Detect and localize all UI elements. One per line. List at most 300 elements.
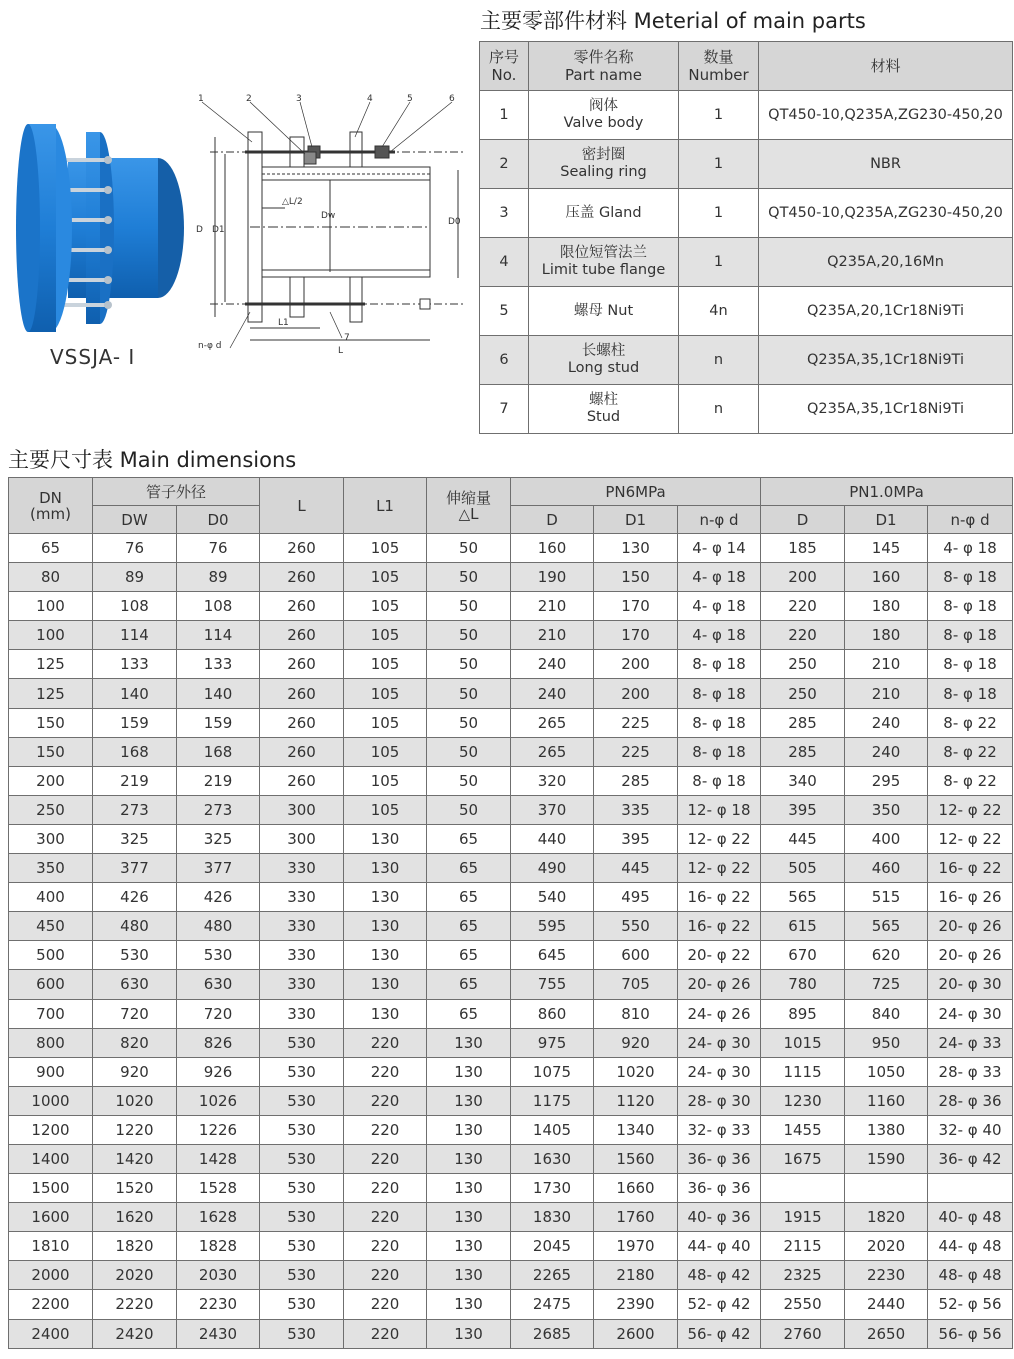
- dims-cell-stroke: 130: [427, 1174, 511, 1203]
- dims-header-pn6-D1: D1: [594, 506, 678, 534]
- dims-cell-pn10-D1: 840: [845, 999, 928, 1028]
- dims-cell-dn: 900: [9, 1057, 93, 1086]
- dims-cell-L1: 130: [344, 941, 427, 970]
- dims-header-L1: L1: [344, 478, 427, 534]
- dims-cell-pn10-D: 445: [761, 824, 845, 853]
- parts-row: [480, 385, 1013, 434]
- parts-row: [480, 336, 1013, 385]
- dims-cell-stroke: 50: [427, 708, 511, 737]
- dims-cell-L1: 105: [344, 708, 427, 737]
- dims-cell-dw: 140: [93, 679, 177, 708]
- dims-cell-L: 260: [260, 679, 344, 708]
- dims-cell-pn6-D1: 225: [594, 708, 678, 737]
- dims-row: [9, 1086, 1013, 1115]
- dims-cell-stroke: 130: [427, 1086, 511, 1115]
- part-name: 压盖 Gland: [529, 189, 679, 238]
- dims-cell-dw: 114: [93, 621, 177, 650]
- dims-cell-pn6-nd: 36- φ 36: [678, 1174, 761, 1203]
- dims-cell-L: 260: [260, 650, 344, 679]
- dims-cell-pn10-nd: 8- φ 18: [928, 621, 1013, 650]
- dims-cell-pn6-nd: 20- φ 26: [678, 970, 761, 999]
- dims-cell-d0: 426: [177, 883, 260, 912]
- dims-cell-pn6-D1: 600: [594, 941, 678, 970]
- dims-cell-stroke: 130: [427, 1028, 511, 1057]
- dims-header-stroke: 伸缩量 △L: [427, 478, 511, 534]
- dims-cell-pn10-D1: 210: [845, 679, 928, 708]
- callout-3: 3: [296, 94, 302, 104]
- dims-cell-pn10-D1: 725: [845, 970, 928, 999]
- dims-cell-stroke: 50: [427, 795, 511, 824]
- part-qty: n: [679, 336, 759, 385]
- dims-cell-dn: 700: [9, 999, 93, 1028]
- dims-cell-dw: 219: [93, 766, 177, 795]
- dims-cell-pn6-D: 1630: [511, 1144, 594, 1173]
- dims-cell-pn6-D1: 130: [594, 534, 678, 563]
- dims-cell-pn10-nd: 12- φ 22: [928, 795, 1013, 824]
- dims-cell-pn6-D: 975: [511, 1028, 594, 1057]
- dims-cell-pn6-nd: 52- φ 42: [678, 1290, 761, 1319]
- dims-cell-pn10-D1: 180: [845, 621, 928, 650]
- dims-cell-pn6-nd: 8- φ 18: [678, 708, 761, 737]
- dims-cell-pn10-D: 1675: [761, 1144, 845, 1173]
- dims-cell-pn6-D1: 705: [594, 970, 678, 999]
- dims-cell-dn: 65: [9, 534, 93, 563]
- dims-header-pn6-nd: n-φ d: [678, 506, 761, 534]
- dims-cell-L: 330: [260, 854, 344, 883]
- product-model-label: VSSJA- Ⅰ: [50, 345, 136, 369]
- dims-cell-d0: 1828: [177, 1232, 260, 1261]
- dims-row: [9, 1174, 1013, 1203]
- dim-L1-label: L1: [278, 318, 289, 328]
- dims-cell-pn6-nd: 4- φ 18: [678, 621, 761, 650]
- dims-cell-stroke: 50: [427, 621, 511, 650]
- dims-cell-pn10-D: 220: [761, 621, 845, 650]
- dims-cell-pn10-D: 285: [761, 737, 845, 766]
- part-material: Q235A,35,1Cr18Ni9Ti: [759, 336, 1013, 385]
- dims-cell-L: 530: [260, 1115, 344, 1144]
- dims-cell-L1: 105: [344, 534, 427, 563]
- parts-table: [479, 41, 1013, 434]
- dims-row: [9, 970, 1013, 999]
- dims-cell-pn10-D1: 145: [845, 534, 928, 563]
- dims-cell-L1: 220: [344, 1290, 427, 1319]
- dims-cell-pn10-D: 395: [761, 795, 845, 824]
- part-material: QT450-10,Q235A,ZG230-450,20: [759, 91, 1013, 140]
- dims-row: [9, 854, 1013, 883]
- dims-cell-pn6-nd: 32- φ 33: [678, 1115, 761, 1144]
- parts-header-row: [480, 42, 1013, 91]
- dims-cell-pn6-D: 1175: [511, 1086, 594, 1115]
- part-no: 7: [480, 385, 529, 434]
- dims-cell-stroke: 130: [427, 1115, 511, 1144]
- dims-cell-L: 530: [260, 1203, 344, 1232]
- dims-cell-pn6-nd: 40- φ 36: [678, 1203, 761, 1232]
- dims-cell-dw: 426: [93, 883, 177, 912]
- callout-4: 4: [367, 94, 373, 104]
- dims-cell-dw: 2420: [93, 1319, 177, 1348]
- dims-cell-pn10-nd: 24- φ 30: [928, 999, 1013, 1028]
- product-photo: [8, 120, 186, 335]
- dims-header-pipe-od: 管子外径: [93, 478, 260, 506]
- dims-cell-L: 260: [260, 621, 344, 650]
- dims-cell-pn6-D1: 2390: [594, 1290, 678, 1319]
- dims-cell-dw: 168: [93, 737, 177, 766]
- dims-cell-L1: 220: [344, 1144, 427, 1173]
- part-material: Q235A,35,1Cr18Ni9Ti: [759, 385, 1013, 434]
- dims-header-pn10: PN1.0MPa: [761, 478, 1013, 506]
- dims-cell-pn6-D: 860: [511, 999, 594, 1028]
- dims-cell-L1: 220: [344, 1232, 427, 1261]
- dims-cell-L1: 105: [344, 592, 427, 621]
- dims-cell-stroke: 50: [427, 766, 511, 795]
- dims-cell-dw: 1420: [93, 1144, 177, 1173]
- parts-row: [480, 140, 1013, 189]
- dims-cell-pn6-nd: 24- φ 30: [678, 1057, 761, 1086]
- dims-cell-stroke: 65: [427, 854, 511, 883]
- dims-cell-dw: 1020: [93, 1086, 177, 1115]
- dims-cell-pn6-D1: 200: [594, 650, 678, 679]
- callout-1: 1: [198, 94, 204, 104]
- dim-L-label: L: [338, 346, 344, 356]
- dims-cell-stroke: 50: [427, 592, 511, 621]
- dims-cell-L: 330: [260, 970, 344, 999]
- dims-section-title: 主要尺寸表 Main dimensions: [8, 448, 297, 472]
- dims-cell-stroke: 130: [427, 1203, 511, 1232]
- dims-cell-L1: 105: [344, 737, 427, 766]
- dim-nd-label: n-φ d: [198, 341, 222, 351]
- part-name: 螺柱 Stud: [529, 385, 679, 434]
- dims-cell-L: 330: [260, 999, 344, 1028]
- part-name: 限位短管法兰 Limit tube flange: [529, 238, 679, 287]
- dims-cell-pn6-nd: 8- φ 18: [678, 679, 761, 708]
- dims-cell-pn6-D1: 1120: [594, 1086, 678, 1115]
- dims-cell-stroke: 130: [427, 1057, 511, 1086]
- dims-cell-pn6-nd: 4- φ 18: [678, 563, 761, 592]
- dims-header-row-2: [9, 506, 1013, 534]
- dims-cell-d0: 926: [177, 1057, 260, 1086]
- dims-cell-pn6-D1: 200: [594, 679, 678, 708]
- dims-cell-pn10-nd: 8- φ 18: [928, 563, 1013, 592]
- dims-cell-stroke: 130: [427, 1144, 511, 1173]
- dims-cell-L1: 130: [344, 970, 427, 999]
- dims-cell-dn: 150: [9, 708, 93, 737]
- dims-header-pn10-nd: n-φ d: [928, 506, 1013, 534]
- dims-cell-pn6-nd: 16- φ 22: [678, 883, 761, 912]
- dims-cell-pn10-D: 340: [761, 766, 845, 795]
- dims-header-dw: DW: [93, 506, 177, 534]
- dims-cell-dw: 1820: [93, 1232, 177, 1261]
- dims-cell-pn10-D1: 950: [845, 1028, 928, 1057]
- dims-cell-pn10-nd: 8- φ 18: [928, 650, 1013, 679]
- dims-cell-d0: 1628: [177, 1203, 260, 1232]
- dims-row: [9, 1028, 1013, 1057]
- dims-cell-pn10-D: 2325: [761, 1261, 845, 1290]
- dims-cell-pn6-D1: 2600: [594, 1319, 678, 1348]
- dims-cell-pn10-D1: 210: [845, 650, 928, 679]
- dims-cell-stroke: 50: [427, 650, 511, 679]
- dims-row: [9, 708, 1013, 737]
- dims-row: [9, 563, 1013, 592]
- dims-cell-L: 530: [260, 1086, 344, 1115]
- part-no: 3: [480, 189, 529, 238]
- dims-cell-pn10-nd: 20- φ 26: [928, 941, 1013, 970]
- dim-stroke-label: △L/2: [282, 197, 303, 207]
- dims-cell-dn: 300: [9, 824, 93, 853]
- dims-cell-dn: 100: [9, 592, 93, 621]
- parts-section-title: 主要零部件材料 Meterial of main parts: [480, 9, 866, 33]
- dims-cell-dw: 325: [93, 824, 177, 853]
- part-no: 5: [480, 287, 529, 336]
- dims-cell-dn: 800: [9, 1028, 93, 1057]
- dims-cell-dn: 1810: [9, 1232, 93, 1261]
- dims-cell-pn10-D1: 350: [845, 795, 928, 824]
- dims-cell-pn10-D1: 1160: [845, 1086, 928, 1115]
- part-name: 长螺柱 Long stud: [529, 336, 679, 385]
- dims-cell-stroke: 50: [427, 737, 511, 766]
- callout-7: 7: [344, 333, 350, 343]
- callout-5: 5: [407, 94, 413, 104]
- dims-cell-L: 260: [260, 534, 344, 563]
- dims-cell-dw: 377: [93, 854, 177, 883]
- dims-cell-stroke: 65: [427, 883, 511, 912]
- dims-cell-d0: 630: [177, 970, 260, 999]
- dims-cell-dw: 76: [93, 534, 177, 563]
- dims-cell-pn10-D: 2115: [761, 1232, 845, 1261]
- parts-header-material: 材料: [759, 42, 1013, 91]
- dims-cell-dn: 100: [9, 621, 93, 650]
- dims-cell-pn10-D1: 400: [845, 824, 928, 853]
- dims-cell-pn6-D1: 335: [594, 795, 678, 824]
- dims-cell-L1: 105: [344, 563, 427, 592]
- dims-cell-pn6-D: 440: [511, 824, 594, 853]
- dims-cell-pn6-D: 160: [511, 534, 594, 563]
- dims-cell-L1: 105: [344, 679, 427, 708]
- dims-row: [9, 1057, 1013, 1086]
- dims-cell-pn10-nd: 48- φ 48: [928, 1261, 1013, 1290]
- dims-cell-pn6-nd: 4- φ 18: [678, 592, 761, 621]
- dims-cell-L1: 105: [344, 795, 427, 824]
- dims-cell-dn: 600: [9, 970, 93, 999]
- dims-cell-dn: 450: [9, 912, 93, 941]
- dims-cell-pn10-D: 1455: [761, 1115, 845, 1144]
- dims-cell-pn6-nd: 16- φ 22: [678, 912, 761, 941]
- dims-cell-stroke: 130: [427, 1319, 511, 1348]
- dims-row: [9, 1144, 1013, 1173]
- dims-cell-L1: 220: [344, 1086, 427, 1115]
- dims-cell-pn10-D: 1115: [761, 1057, 845, 1086]
- dims-cell-pn6-nd: 8- φ 18: [678, 737, 761, 766]
- callout-2: 2: [246, 94, 252, 104]
- dims-cell-dn: 1500: [9, 1174, 93, 1203]
- dims-cell-L: 260: [260, 766, 344, 795]
- dims-cell-L: 530: [260, 1319, 344, 1348]
- dims-cell-pn10-nd: 16- φ 22: [928, 854, 1013, 883]
- dims-cell-stroke: 65: [427, 824, 511, 853]
- dims-cell-pn10-D: 565: [761, 883, 845, 912]
- dims-cell-d0: 1528: [177, 1174, 260, 1203]
- dims-cell-pn6-D1: 1760: [594, 1203, 678, 1232]
- dims-cell-pn6-D: 540: [511, 883, 594, 912]
- dims-header-dn: DN (mm): [9, 478, 93, 534]
- dims-cell-dw: 1520: [93, 1174, 177, 1203]
- dims-cell-pn6-nd: 12- φ 18: [678, 795, 761, 824]
- dims-cell-dw: 720: [93, 999, 177, 1028]
- dims-row: [9, 1319, 1013, 1348]
- dims-cell-d0: 133: [177, 650, 260, 679]
- dims-cell-pn6-nd: 8- φ 18: [678, 766, 761, 795]
- dims-cell-dw: 2220: [93, 1290, 177, 1319]
- dims-cell-pn10-nd: 8- φ 22: [928, 737, 1013, 766]
- part-material: Q235A,20,16Mn: [759, 238, 1013, 287]
- dims-cell-pn6-D1: 2180: [594, 1261, 678, 1290]
- dims-cell-dw: 133: [93, 650, 177, 679]
- dims-cell-L1: 220: [344, 1203, 427, 1232]
- dims-cell-pn6-D: 210: [511, 592, 594, 621]
- part-qty: 1: [679, 189, 759, 238]
- dim-D-label: D: [196, 225, 203, 235]
- dims-cell-pn10-D: 285: [761, 708, 845, 737]
- dims-cell-dw: 530: [93, 941, 177, 970]
- part-no: 4: [480, 238, 529, 287]
- dims-row: [9, 1203, 1013, 1232]
- dims-cell-L1: 220: [344, 1319, 427, 1348]
- dims-cell-pn10-D1: 460: [845, 854, 928, 883]
- dims-cell-pn6-D1: 285: [594, 766, 678, 795]
- dims-cell-pn6-nd: 12- φ 22: [678, 854, 761, 883]
- dims-cell-d0: 159: [177, 708, 260, 737]
- dims-row: [9, 883, 1013, 912]
- dims-cell-pn6-D: 1075: [511, 1057, 594, 1086]
- dims-row: [9, 999, 1013, 1028]
- dims-cell-dw: 820: [93, 1028, 177, 1057]
- dims-cell-pn6-D: 240: [511, 679, 594, 708]
- dims-cell-dn: 150: [9, 737, 93, 766]
- dims-cell-dw: 630: [93, 970, 177, 999]
- dims-cell-pn10-nd: 24- φ 33: [928, 1028, 1013, 1057]
- dims-cell-pn10-D1: 565: [845, 912, 928, 941]
- dims-cell-pn6-D: 2265: [511, 1261, 594, 1290]
- dims-cell-pn10-nd: 28- φ 36: [928, 1086, 1013, 1115]
- dims-cell-dn: 200: [9, 766, 93, 795]
- dims-cell-pn6-D: 595: [511, 912, 594, 941]
- dims-cell-pn6-D: 490: [511, 854, 594, 883]
- part-no: 2: [480, 140, 529, 189]
- dim-Dw-label: Dw: [321, 211, 336, 221]
- dims-cell-dw: 89: [93, 563, 177, 592]
- dims-cell-dn: 2200: [9, 1290, 93, 1319]
- dims-cell-L1: 130: [344, 824, 427, 853]
- dims-cell-pn10-D1: 620: [845, 941, 928, 970]
- dims-header-pn6: PN6MPa: [511, 478, 761, 506]
- dims-cell-pn6-D1: 495: [594, 883, 678, 912]
- dims-cell-dw: 1620: [93, 1203, 177, 1232]
- dims-row: [9, 795, 1013, 824]
- dims-cell-stroke: 65: [427, 912, 511, 941]
- dims-cell-pn6-D1: 920: [594, 1028, 678, 1057]
- dims-cell-dw: 1220: [93, 1115, 177, 1144]
- dims-cell-dn: 80: [9, 563, 93, 592]
- dims-cell-pn6-nd: 8- φ 18: [678, 650, 761, 679]
- dims-cell-dn: 2000: [9, 1261, 93, 1290]
- dims-header-pn6-D: D: [511, 506, 594, 534]
- dims-cell-L1: 130: [344, 854, 427, 883]
- dims-cell-pn10-D: 1015: [761, 1028, 845, 1057]
- parts-header-name: 零件名称 Part name: [529, 42, 679, 91]
- dims-header-L: L: [260, 478, 344, 534]
- dims-cell-pn6-D1: 150: [594, 563, 678, 592]
- part-no: 1: [480, 91, 529, 140]
- dims-cell-pn6-D: 240: [511, 650, 594, 679]
- dims-cell-L1: 220: [344, 1174, 427, 1203]
- dims-cell-pn6-D1: 170: [594, 621, 678, 650]
- dims-cell-pn10-D: 185: [761, 534, 845, 563]
- dims-cell-d0: 1428: [177, 1144, 260, 1173]
- dims-cell-pn10-D1: 1050: [845, 1057, 928, 1086]
- dims-cell-dw: 920: [93, 1057, 177, 1086]
- dims-cell-dw: 108: [93, 592, 177, 621]
- dims-cell-d0: 2030: [177, 1261, 260, 1290]
- dims-cell-pn10-D1: 2440: [845, 1290, 928, 1319]
- part-qty: 1: [679, 140, 759, 189]
- dims-cell-L: 530: [260, 1290, 344, 1319]
- dims-cell-L1: 130: [344, 883, 427, 912]
- dims-cell-d0: 325: [177, 824, 260, 853]
- dims-cell-L1: 220: [344, 1261, 427, 1290]
- dims-cell-pn10-D1: 515: [845, 883, 928, 912]
- dims-cell-pn10-D: 2760: [761, 1319, 845, 1348]
- dims-cell-pn10-D1: 2230: [845, 1261, 928, 1290]
- dims-row: [9, 592, 1013, 621]
- dims-cell-pn10-D: 250: [761, 650, 845, 679]
- dims-cell-d0: 219: [177, 766, 260, 795]
- dim-D1-label: D1: [212, 225, 225, 235]
- dims-cell-d0: 530: [177, 941, 260, 970]
- dims-cell-L: 330: [260, 883, 344, 912]
- dims-cell-pn10-nd: 8- φ 18: [928, 679, 1013, 708]
- dims-cell-L: 530: [260, 1232, 344, 1261]
- dims-cell-d0: 480: [177, 912, 260, 941]
- dims-cell-pn6-D1: 1340: [594, 1115, 678, 1144]
- dims-row: [9, 1115, 1013, 1144]
- dims-cell-pn10-nd: [928, 1174, 1013, 1203]
- parts-row: [480, 238, 1013, 287]
- dims-cell-pn6-D: 210: [511, 621, 594, 650]
- dims-cell-pn10-nd: 28- φ 33: [928, 1057, 1013, 1086]
- dims-cell-pn10-D1: [845, 1174, 928, 1203]
- dims-cell-pn10-D: 670: [761, 941, 845, 970]
- dims-cell-L: 530: [260, 1261, 344, 1290]
- dims-cell-pn10-nd: 4- φ 18: [928, 534, 1013, 563]
- dims-cell-pn10-D: 615: [761, 912, 845, 941]
- dims-row: [9, 912, 1013, 941]
- dims-cell-pn6-D1: 225: [594, 737, 678, 766]
- callout-6: 6: [449, 94, 455, 104]
- dims-cell-L1: 220: [344, 1115, 427, 1144]
- dims-cell-stroke: 65: [427, 941, 511, 970]
- dims-cell-pn10-D1: 1590: [845, 1144, 928, 1173]
- dims-cell-pn6-D1: 170: [594, 592, 678, 621]
- dims-cell-dn: 250: [9, 795, 93, 824]
- dims-cell-L1: 105: [344, 766, 427, 795]
- dims-cell-pn10-nd: 32- φ 40: [928, 1115, 1013, 1144]
- dims-cell-d0: 2230: [177, 1290, 260, 1319]
- dims-header-row-1: [9, 478, 1013, 506]
- part-material: NBR: [759, 140, 1013, 189]
- dims-cell-stroke: 65: [427, 970, 511, 999]
- dims-cell-pn6-D: 190: [511, 563, 594, 592]
- dims-header-d0: D0: [177, 506, 260, 534]
- dims-cell-stroke: 50: [427, 534, 511, 563]
